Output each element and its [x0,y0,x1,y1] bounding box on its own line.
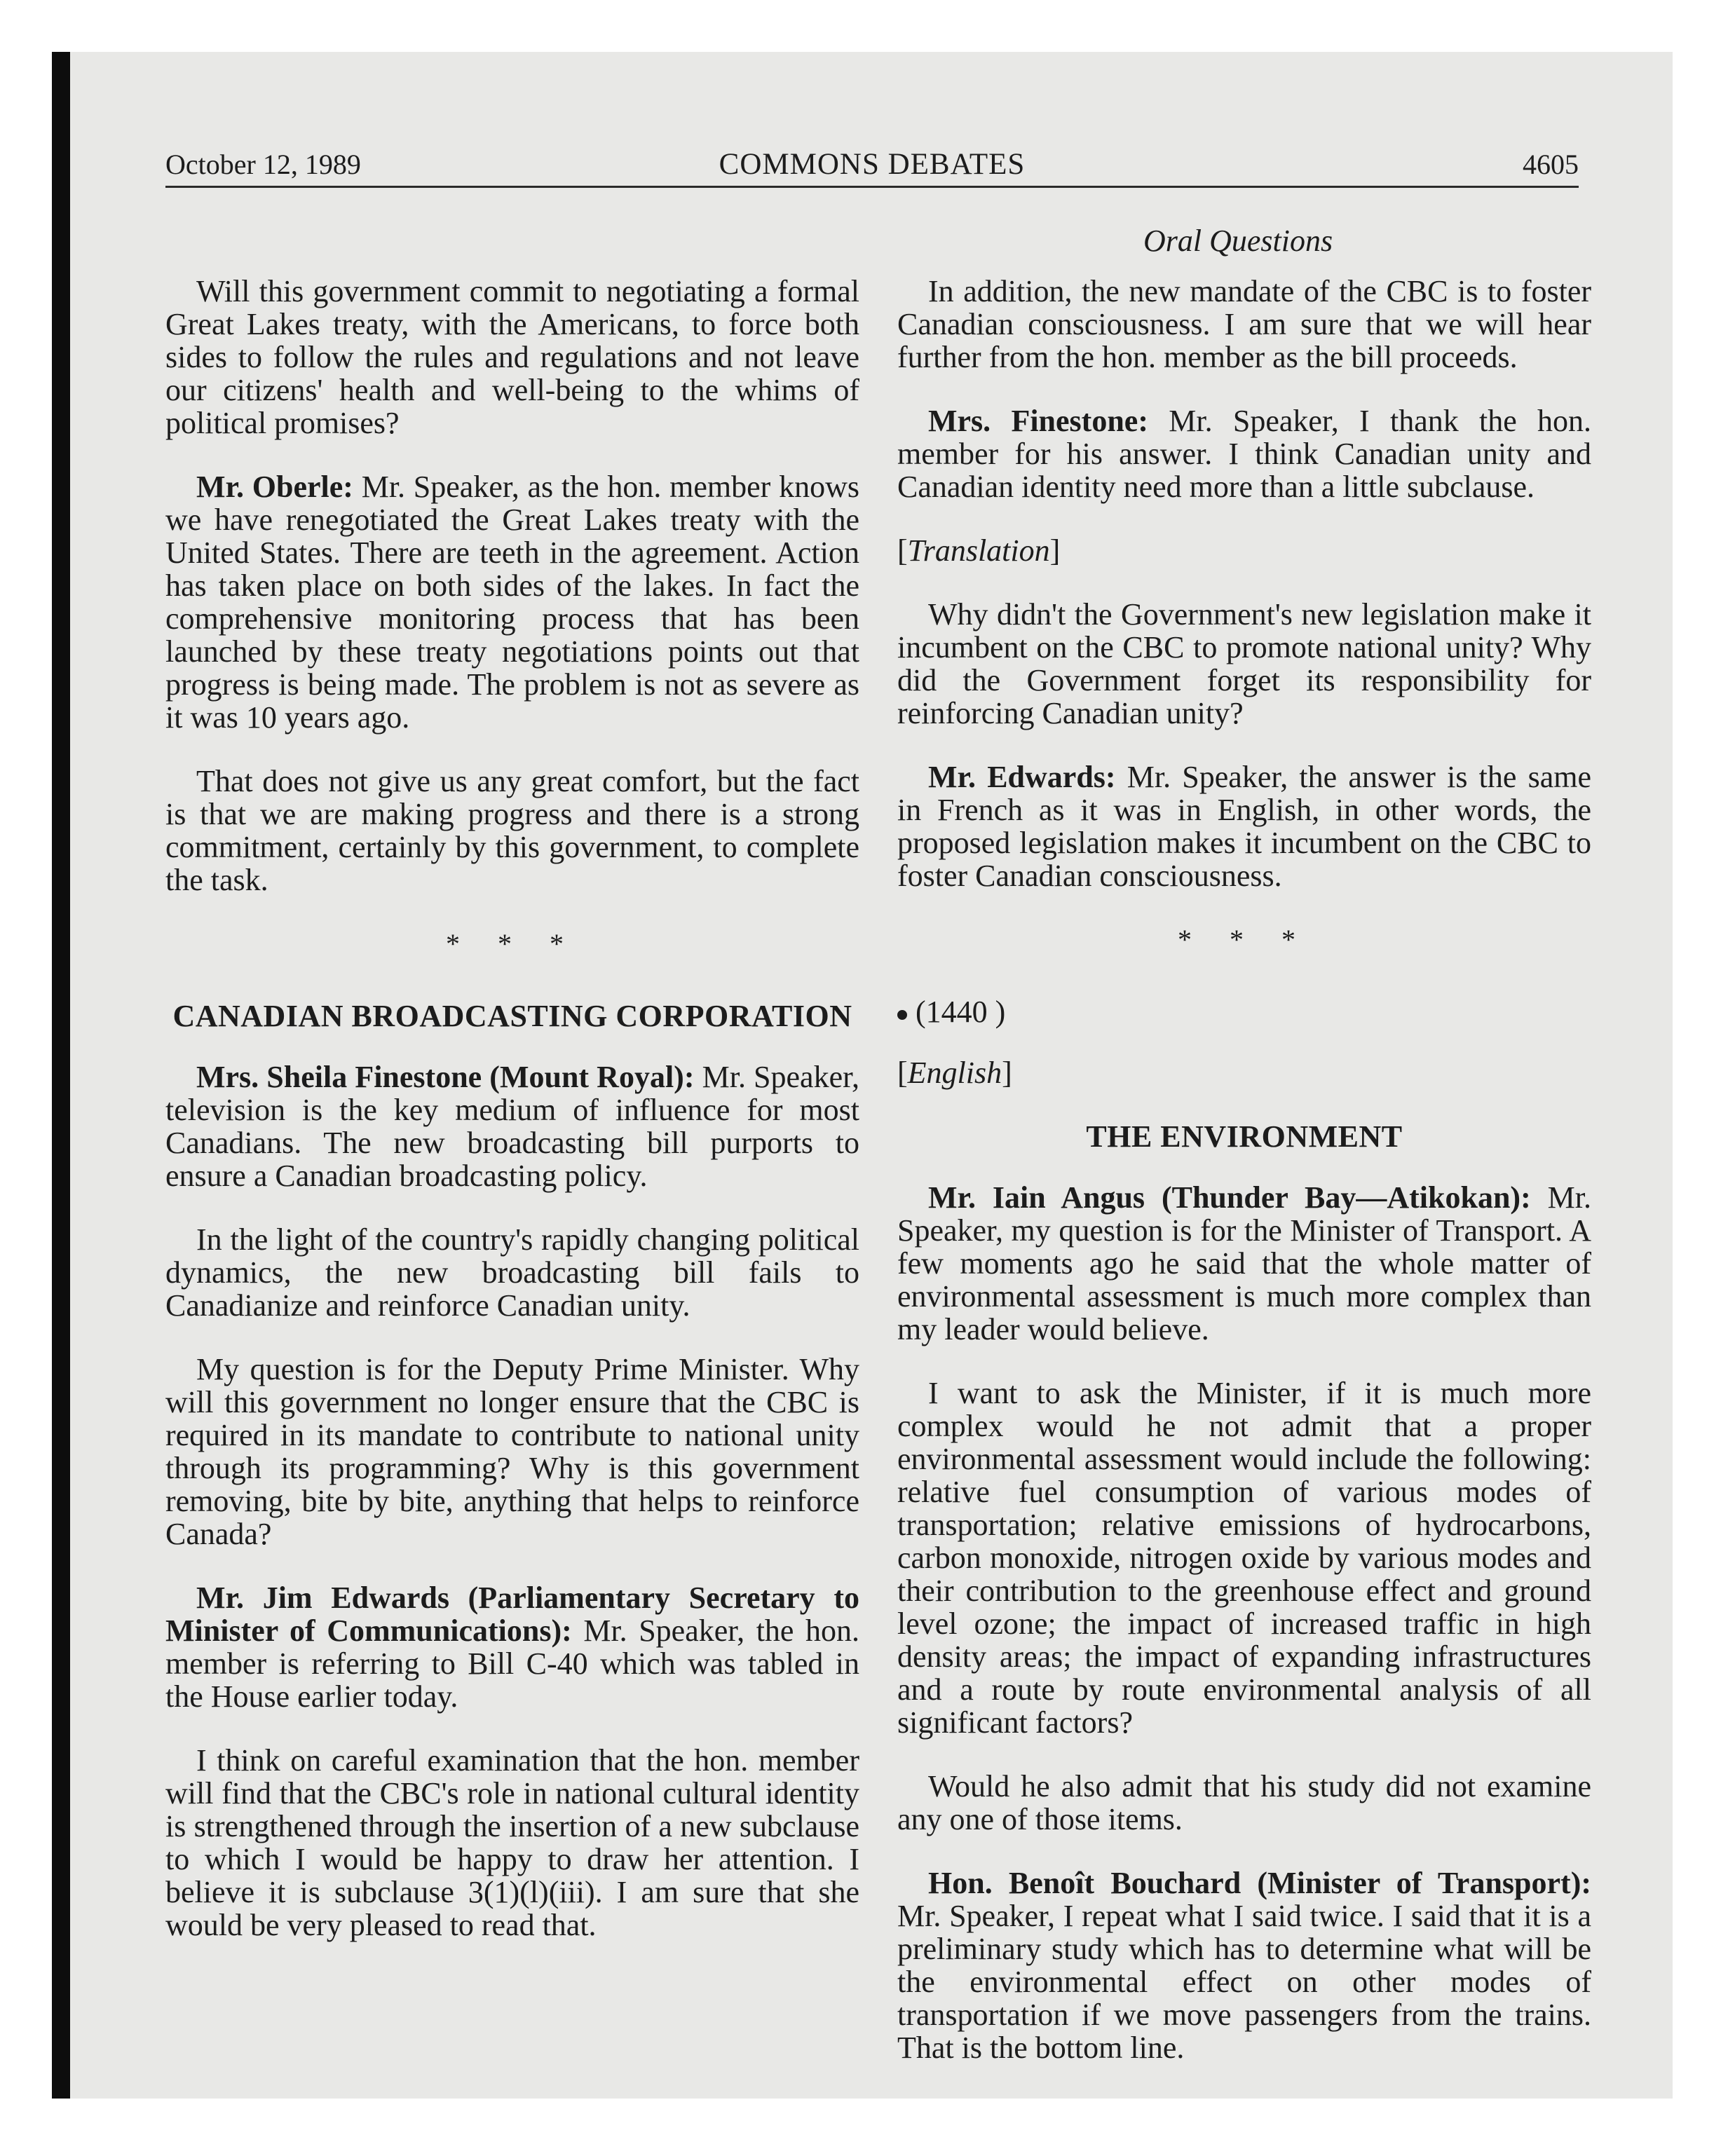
speech-text: Mr. Speaker, my question is for the Minister of Transport. A few moments ago he said that the whole matter of environmental assessment is much more complex than my leader would believe. [897,1180,1591,1346]
right-column [897,275,1591,2095]
time-stamp-text: (1440 ) [916,995,1006,1029]
speech-paragraph [165,1060,859,1192]
translation-label: Translation [907,533,1050,568]
bullet-icon [897,1010,907,1020]
paragraph: Will this government commit to negotiating a formal Great Lakes treaty, with the Americans, to force both sides to follow the rules and regulations and not leave our citizens' health and well-being to the whims of political promises? [165,274,859,440]
speech-text: Mr. Speaker, I thank the hon. member for his answer. I think Canadian unity and Canadian identity need more than a little subclause. [897,404,1591,504]
header-date: October 12, 1989 [165,149,361,180]
speech-paragraph [897,1867,1591,2064]
header-page-number: 4605 [1523,149,1579,180]
paragraph: My question is for the Deputy Prime Minister. Why will this government no longer ensure that the CBC is required in its mandate to contribute to national unity through its programming? Why is this government removing, bite by bite, anything that helps to reinforce Canada? [165,1352,859,1551]
paragraph: In the light of the country's rapidly changing political dynamics, the new broadcasting bill fails to Canadianize and reinforce Canadian unity. [165,1222,859,1323]
paragraph: I think on careful examination that the hon. member will find that the CBC's role in national cultural identity is strengthened through the insertion of a new subclause to which I would be happy to draw her attention. I believe it is subclause 3(1)(l)(iii). I am sure that she would be very pleased to read that. [165,1743,859,1942]
left-column [165,275,859,1972]
speech-paragraph [897,404,1591,503]
english-label: English [907,1056,1002,1090]
speech-text: Mr. Speaker, as the hon. member knows we have renegotiated the Great Lakes treaty with the United States. There are teeth in the agreement. Action has taken place on both sides of the lakes. In fact the comprehensive monitoring process that has been launched by these treaty negotiations points out that progress is being made. The problem is not as severe as it was 10 years ago. [165,470,859,735]
language-note: [English] [897,1056,1012,1090]
speaker-name: Mrs. Finestone: [928,404,1148,438]
speaker-name: Mr. Oberle: [196,470,353,504]
translation-note: [Translation] [897,533,1061,568]
speech-text: Mr. Speaker, I repeat what I said twice. I said that it is a preliminary study which has to determine what will be the environmental effect on other modes of transportation if we move passengers from the trains. That is the bottom line. [897,1899,1591,2065]
time-stamp [897,995,1591,1028]
paragraph: In addition, the new mandate of the CBC is to foster Canadian consciousness. I am sure that we will hear further from the hon. member as the bill proceeds. [897,274,1591,374]
page-header [165,144,1579,188]
speech-text: Mr. Speaker, the hon. member is referring to Bill C-40 which was tabled in the House earlier today. [165,1613,859,1714]
header-title: COMMONS DEBATES [719,148,1026,181]
binding-edge [52,52,70,2099]
speech-text: Mr. Speaker, the answer is the same in French as it was in English, in other words, the proposed legislation makes it incumbent on the CBC to foster Canadian consciousness. [897,760,1592,893]
speaker-name: Mr. Jim Edwards (Parliamentary Secretary to Minister of Communications): [165,1581,859,1648]
speech-paragraph [165,1581,859,1713]
speech-paragraph [897,1181,1591,1346]
section-separator: * * * [446,928,579,960]
speech-text: Mr. Speaker, television is the key medium of influence for most Canadians. The new broadcasting bill purports to ensure a Canadian broadcasting policy. [165,1060,860,1193]
speech-paragraph [165,470,859,734]
speaker-name: Mr. Edwards: [928,760,1116,794]
speaker-name: Mr. Iain Angus (Thunder Bay—Atikokan): [928,1180,1531,1215]
section-heading: THE ENVIRONMENT [1086,1119,1403,1154]
paragraph: Would he also admit that his study did not examine any one of those items. [897,1769,1591,1836]
section-heading: CANADIAN BROADCASTING CORPORATION [172,999,852,1033]
paragraph: I want to ask the Minister, if it is much more complex would he not admit that a proper environmental assessment would include the following: relative fuel consumption of various modes of transportation; relative emissions of hydrocarbons, carbon monoxide, nitrogen oxide by various modes and their contribution to the greenhouse effect and ground level ozone; the impact of increased traffic in high density areas; the impact of expanding infrastructures and a route by route environmental analysis of all significant factors? [897,1376,1591,1740]
speaker-name: Hon. Benoît Bouchard (Minister of Transport): [928,1866,1591,1900]
section-separator: * * * [1178,924,1311,955]
paragraph: Why didn't the Government's new legislation make it incumbent on the CBC to promote national unity? Why did the Government forget its responsibility for reinforcing Canadian unity? [897,597,1591,730]
running-head: Oral Questions [1143,224,1333,258]
speaker-name: Mrs. Sheila Finestone (Mount Royal): [196,1060,695,1094]
paragraph: That does not give us any great comfort, but the fact is that we are making progress and there is a strong commitment, certainly by this government, to complete the task. [165,764,859,897]
speech-paragraph [897,760,1591,892]
